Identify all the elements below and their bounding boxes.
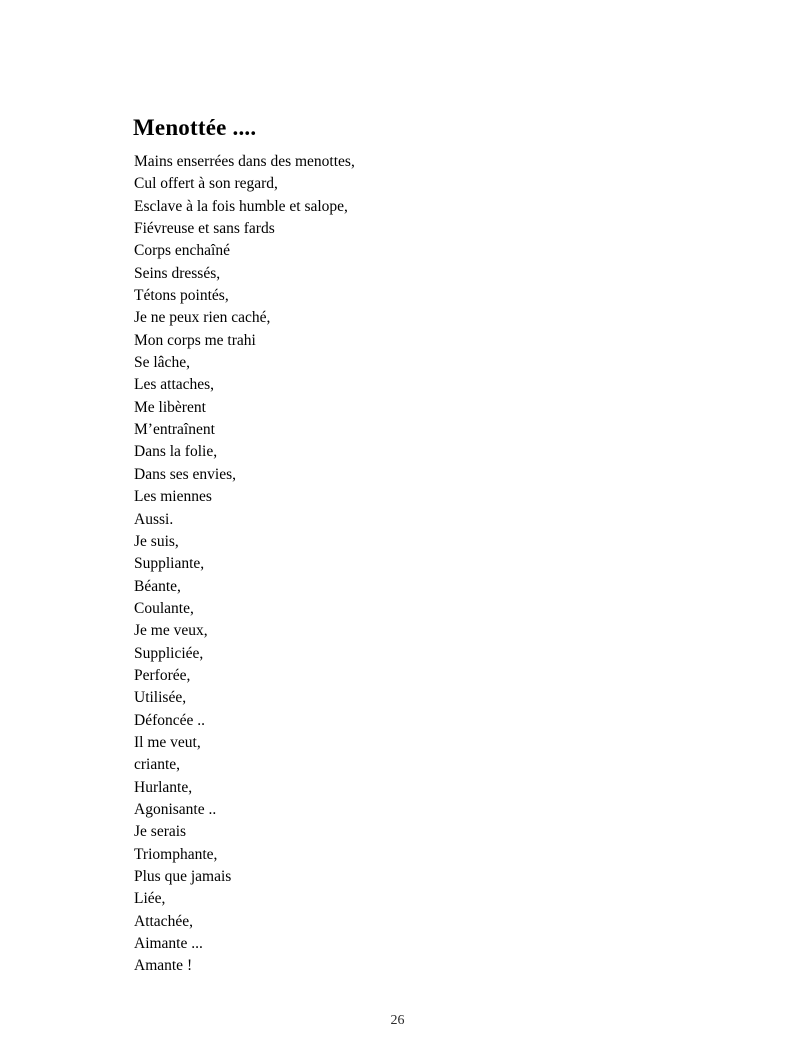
- poem-body: [134, 151, 355, 978]
- poem-line: Je ne peux rien caché,: [134, 309, 271, 327]
- poem-line: Tétons pointés,: [134, 287, 229, 305]
- poem-line: Plus que jamais: [134, 868, 232, 885]
- poem-line: Aimante ...: [134, 935, 203, 953]
- poem-line: Esclave à la fois humble et salope,: [134, 197, 348, 215]
- poem-line: Hurlante,: [134, 778, 193, 796]
- poem-line: Corps enchaîné: [134, 242, 230, 260]
- poem-line: Mon corps me trahi: [134, 331, 256, 349]
- poem-line: Utilisée,: [134, 689, 187, 707]
- poem-line: Amante !: [134, 957, 193, 975]
- poem-line: Suppliciée,: [134, 644, 204, 662]
- poem-line: Triomphante,: [134, 845, 218, 863]
- poem-line: Perforée,: [134, 666, 191, 684]
- poem-line: Dans ses envies,: [134, 465, 237, 483]
- page-title: Menottée ....: [133, 115, 257, 141]
- poem-line: Je suis,: [134, 532, 179, 550]
- poem-line: Fiévreuse et sans fards: [134, 220, 275, 238]
- poem-line: Agonisante ..: [134, 800, 217, 818]
- poem-line: Dans la folie,: [134, 443, 218, 461]
- poem-line: Je serais: [134, 823, 187, 841]
- poem-line: Je me veux,: [134, 622, 208, 640]
- poem-line: Me libèrent: [134, 398, 206, 416]
- poem-line: Aussi.: [134, 510, 174, 528]
- poem-line: criante,: [134, 756, 181, 774]
- poem-line: Les attaches,: [134, 376, 215, 394]
- poem-line: M’entraînent: [134, 421, 215, 439]
- poem-line: Il me veut,: [134, 733, 201, 751]
- page-number: 26: [390, 1013, 405, 1028]
- poem-line: Les miennes: [134, 488, 212, 506]
- poem-line: Mains enserrées dans des menottes,: [134, 153, 355, 170]
- poem-line: Béante,: [134, 577, 181, 595]
- poem-line: Liée,: [134, 890, 166, 908]
- poem-line: Se lâche,: [134, 354, 190, 372]
- poem-line: Cul offert à son regard,: [134, 175, 278, 193]
- poem-line: Seins dressés,: [134, 264, 221, 282]
- poem-line: Coulante,: [134, 599, 194, 617]
- poem-line: Défoncée ..: [134, 711, 205, 729]
- poem-line: Attachée,: [134, 912, 193, 930]
- poem-line: Suppliante,: [134, 555, 205, 573]
